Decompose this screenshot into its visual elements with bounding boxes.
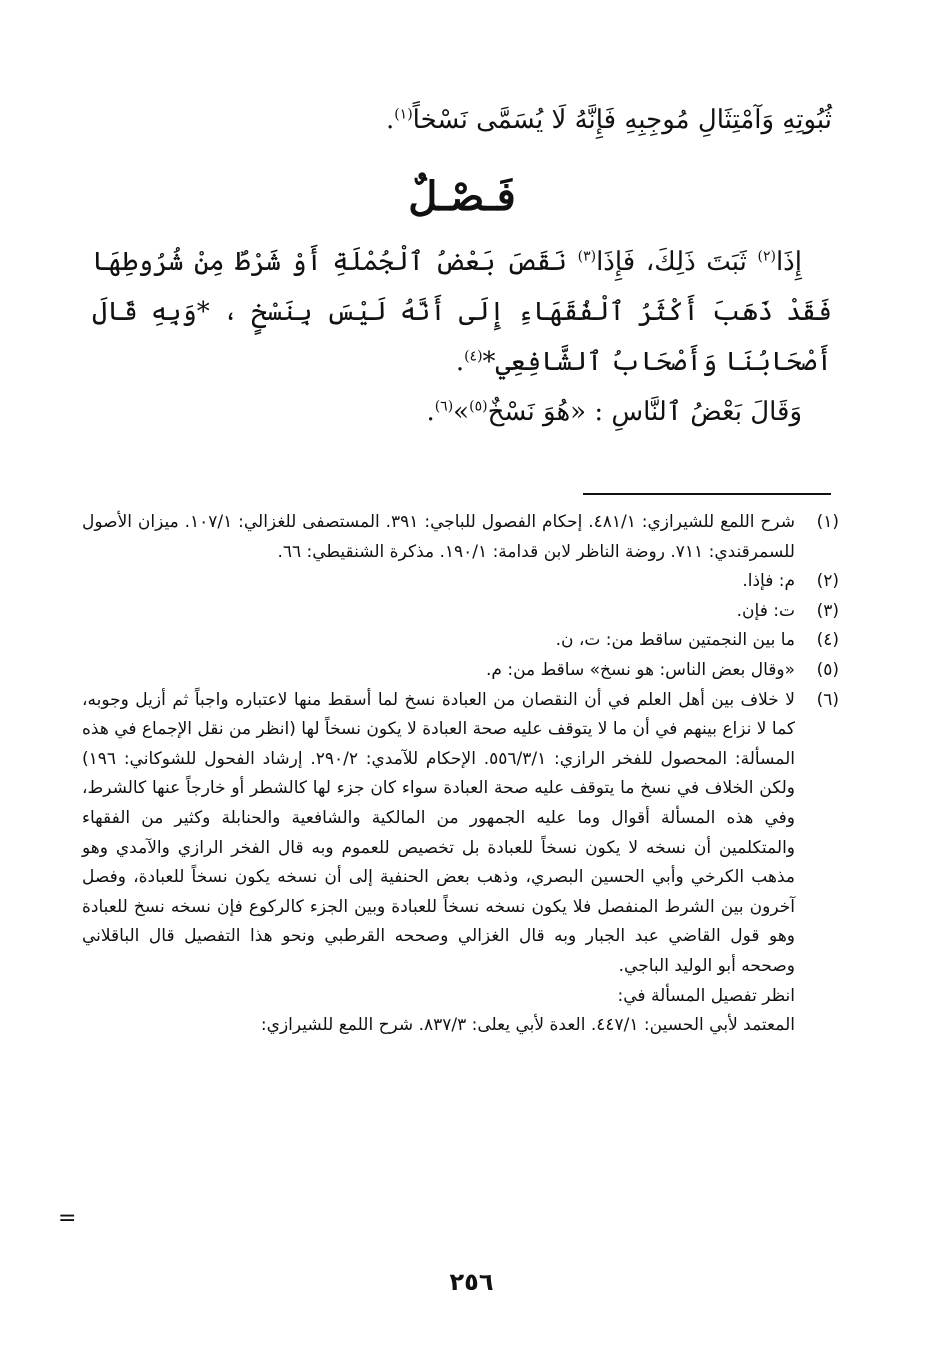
footnote-6 (82, 686, 839, 982)
footnote-ref: (١) (394, 106, 413, 123)
footnotes (82, 508, 839, 1041)
footnote-number: (٤) (816, 630, 839, 651)
footnote-number: (٥) (816, 659, 839, 680)
footnote-ref: (٤) (464, 348, 483, 365)
footnote-text: ت: فإن. (736, 600, 795, 621)
footnote-text: شرح اللمع للشيرازي: ٤٨١/١. إحكام الفصول للباجي: ٣٩١. المستصفى للغزالي: ١٠٧/١. ميزان الأصول للسمرقندي: ٧١١. روضة الناظر لابن قدامة: ١٩٠/١. مذكرة الشنقيطي: ٦٦. (82, 512, 795, 562)
footnote-4 (82, 626, 839, 656)
footnote-2 (82, 567, 839, 597)
footnote-6-sources (82, 1011, 839, 1041)
footnote-number: (٦) (816, 689, 839, 710)
footnote-number (795, 982, 839, 1012)
footnote-number (795, 1011, 839, 1041)
footnote-ref: (٦) (434, 398, 454, 415)
section-heading: فَـصْـلٌ (408, 173, 516, 220)
footnote-number: (١) (816, 512, 839, 532)
paragraph-1: إِذَا$^{(٢)}$ ثَبَتَ ذَلِكَ، فَإِذَا$^{(٣)}$ نَقَصَ بَعْضُ ٱلْجُمْلَةِ أَوْ شَرْطٌ مِنْ شُرُوطِهَا فَقَدْ ذَهَبَ أَكْثَرُ ٱلْفُقَهَاءِ إِلَى أَنَّهُ لَيْسَ بِنَسْخٍ ، *وَبِهِ قَالَ أَصْحَابُنَا وَأَصْحَابُ ٱلشَّافِعِي*$^{(٤)}$. (92, 247, 832, 377)
page-number: ٢٥٦ (449, 1268, 494, 1296)
main-text (92, 95, 832, 437)
footnote-3 (82, 597, 839, 627)
footnote-number: (٣) (816, 600, 839, 621)
paragraph-2: وَقَالَ بَعْضُ ٱلنَّاسِ : «هُوَ نَسْخٌ$^{(٥)}$»$^{(٦)}$. (426, 397, 802, 427)
footnote-5 (82, 656, 839, 686)
footnote-text: انظر تفصيل المسألة في: (617, 985, 795, 1006)
footnote-text: المعتمد لأبي الحسين: ٤٤٧/١. العدة لأبي يعلى: ٨٣٧/٣. شرح اللمع للشيرازي: (260, 1015, 795, 1036)
footnote-separator (583, 493, 831, 495)
footnote-1 (82, 508, 839, 567)
footnote-ref: (٣) (577, 248, 597, 265)
carryover-line: ثُبُوتِهِ وَآمْتِثَالِ مُوجِبِهِ فَإِنَّهُ لَا يُسَمَّى نَسْخاً$^{(١)}$. (385, 105, 832, 135)
footnote-ref: (٢) (757, 248, 776, 265)
footnote-text: م: فإذا. (742, 571, 795, 592)
footnote-text: لا خلاف بين أهل العلم في أن النقصان من العبادة نسخ لما أسقط منها لاعتباره واجباً ثم أزيل وجوبه، كما لا نزاع بينهم في أن ما لا يتوقف عليه صحة العبادة لا يكون نسخاً لها (انظر من نقل الإجماع في هذه المسألة: المحصول للفخر الرازي: ٥٥٦/٣/١. الإحكام للآمدي: ٢٩٠/٢. إرشاد الفحول للشوكاني: ١٩٦) ولكن الخلاف في نسخ ما يتوقف عليه صحة العبادة سواء كان جزء لها كالشطر أو خارجاً عنها كالشرط، وفي هذه المسألة أقوال وما عليه الجمهور من المالكية والشافعية والحنابلة وكثير من الفقهاء والمتكلمين أن نسخه لا يكون نسخاً للعبادة بل تخصيص للعموم وبه قال الفخر الرازي والآمدي وهو مذهب الكرخي وأبي الحسين البصري، وذهب بعض الحنفية إلى أن نسخه يكون نسخاً للعبادة، وفصل آخرون بين الشرط المنفصل فلا يكون نسخه نسخاً للعبادة وبين الجزء كالركوع فإن نسخه نسخ للعبادة وهو قول القاضي عبد الجبار وبه قال الغزالي وصححه القرطبي ونحو هذا التفصيل قال الباقلاني وصححه أبو الوليد الباجي. (82, 689, 795, 976)
footnote-6-continued (82, 982, 839, 1012)
footnote-number: (٢) (816, 571, 839, 592)
footnote-ref: (٥) (469, 398, 488, 415)
continuation-mark: = (58, 1206, 77, 1231)
footnote-text: ما بين النجمتين ساقط من: ت، ن. (555, 630, 795, 651)
footnote-text: «وقال بعض الناس: هو نسخ» ساقط من: م. (486, 659, 795, 680)
